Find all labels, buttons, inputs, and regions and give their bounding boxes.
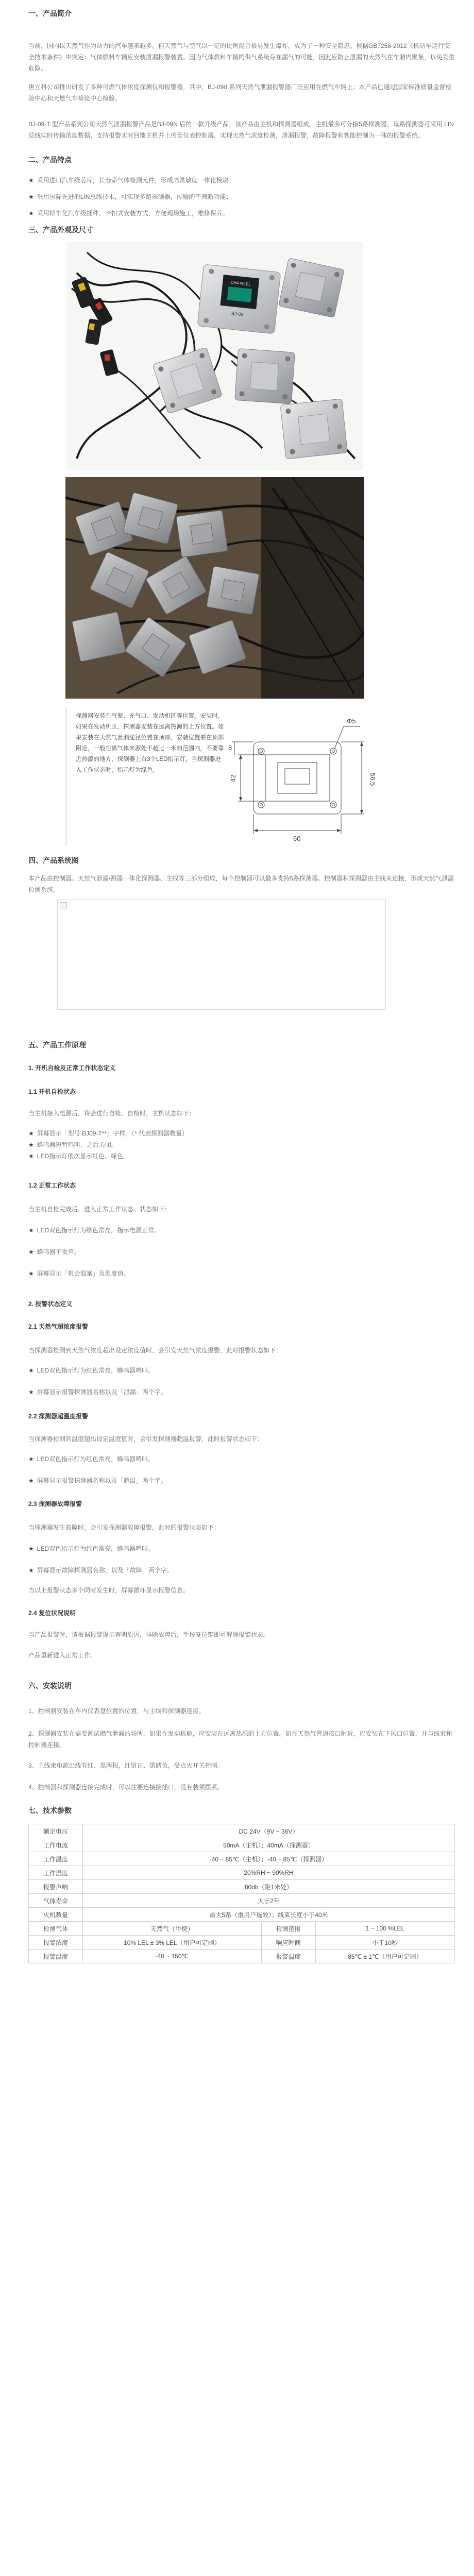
s1-2-item: ★ LED双色指示灯为绿色常亮，指示电源正常。 bbox=[28, 1227, 161, 1234]
device-display-label: CH4 %LEL bbox=[230, 280, 251, 287]
s2-4-note: 产品重新进入正常工作。 bbox=[28, 1652, 97, 1659]
s2-3-item: ★ LED双色指示灯为红色常亮，蜂鸣器鸣叫。 bbox=[28, 1545, 155, 1552]
star-icon: ★ bbox=[28, 1567, 34, 1574]
section6-title: 六、安装说明 bbox=[28, 1682, 72, 1690]
dim-offset: 8 bbox=[228, 744, 232, 752]
table-row: 检测气体 天然气（甲烷） 检测范围 1 ~ 100 %LEL bbox=[29, 1922, 455, 1936]
dim-inner-height: 42 bbox=[229, 774, 237, 782]
s1-2-para: 当主机自检完成后，进入正常工作状态。状态如下： bbox=[28, 1206, 171, 1213]
star-icon: ★ bbox=[28, 1270, 34, 1277]
feature-item: ★ 采用轿车化汽车级插件，卡扣式安装方式，方便现场施工，维修保养。 bbox=[28, 210, 229, 217]
table-row: 火机数量 最大5路（重用户选效）；线束长度小于40米 bbox=[29, 1908, 455, 1922]
feature-item: ★ 采用进口汽车级芯片，长寿命气体检测元件，形成高灵敏度一体化模块； bbox=[28, 177, 235, 184]
spec-table bbox=[28, 1824, 455, 1963]
star-icon: ★ bbox=[28, 1141, 34, 1148]
device-brand: BJ-09 bbox=[231, 311, 244, 317]
product-photo-devices bbox=[66, 242, 363, 470]
section1-para1: 当前，国内以天然气作为动力的汽车越来越多。但天然气与空气以一定的比例混合极易发生爆炸，成为了一种安全隐患。根据GB7258-2012《机动车运行安全技术条件》中规定：气体燃料车辆应安装泄漏报警装置。因为气体燃料车辆的供气系统存在漏气的可能，因此应防止泄漏的天然气在车厢内聚集，以免发生危险。 bbox=[28, 42, 455, 72]
s2-title: 2. 报警状态定义 bbox=[28, 1300, 73, 1308]
star-icon: ★ bbox=[28, 1367, 34, 1374]
dimension-drawing bbox=[225, 711, 380, 850]
star-icon: ★ bbox=[28, 1130, 34, 1137]
s2-3-para: 当探测器发生故障时，会引发探测器故障报警，此时的报警状态如下： bbox=[28, 1524, 221, 1531]
broken-image-icon bbox=[60, 902, 67, 909]
section7-title: 七、技术参数 bbox=[28, 1806, 72, 1815]
star-icon: ★ bbox=[28, 1227, 34, 1234]
product-photo-pile bbox=[65, 477, 364, 699]
feature-item: ★ 采用国际先进的LIN总线技术，可实现多路探测器，传输的不间断功能； bbox=[28, 193, 232, 200]
s2-2-item: ★ LED双色指示灯为红色常亮，蜂鸣器鸣叫。 bbox=[28, 1455, 155, 1463]
s1-1-para: 当主机接入电源后，将会进行自检。自检时，主机状态如下： bbox=[28, 1110, 196, 1117]
section2-title: 二、产品特点 bbox=[28, 156, 72, 164]
star-icon: ★ bbox=[28, 1388, 34, 1396]
s2-2-para: 当探测器检测到温度超出设定温度值时，会引发探测器超温报警，此时报警状态如下： bbox=[28, 1435, 264, 1443]
s1-1-title: 1.1 开机自检状态 bbox=[28, 1088, 76, 1095]
s2-1-title: 2.1 天然气超浓度报警 bbox=[28, 1323, 89, 1330]
s1-2-item: ★ 屏幕显示「机会温案」及温度值。 bbox=[28, 1270, 130, 1277]
install-item: 1、控制器安装在车内仪表盘位置的位置，与主线和探测器连接。 bbox=[28, 1707, 205, 1715]
table-row: 报警浓度 10% LEL ± 3% LEL（用户可定制） 响应时间 小于10秒 bbox=[29, 1936, 455, 1950]
table-row: 工作湿度 20%RH ~ 90%RH bbox=[29, 1866, 455, 1880]
table-row: 报警声响 80db（距1米处） bbox=[29, 1880, 455, 1894]
s2-4-para: 当产品报警时，请根据报警提示查明原因，排除故障后，手按复位键即可解除报警状态。 bbox=[28, 1631, 270, 1638]
system-diagram-image bbox=[57, 900, 386, 1010]
star-icon: ★ bbox=[28, 210, 34, 217]
s2-3-title: 2.3 探测器故障报警 bbox=[28, 1500, 82, 1507]
star-icon: ★ bbox=[28, 1477, 34, 1484]
s2-3-note: 当以上报警状态多个同时发生时，屏幕循环显示报警信息。 bbox=[28, 1587, 190, 1594]
s1-2-title: 1.2 正常工作状态 bbox=[28, 1182, 76, 1189]
install-item: 2、探测器安装在需要测试燃气泄漏的场所，如果在发动机舱，应安装在远离热源的上方位置。如在天然气管道接口附近，应安装在下风口位置，并与线束和控制器连接。 bbox=[28, 1730, 452, 1749]
table-row: 报警温度 -40 ~ 150℃ 报警温度 85℃ ± 1℃（用户可定制） bbox=[29, 1950, 455, 1963]
star-icon: ★ bbox=[28, 193, 34, 200]
install-item: 3、主线束电源出线有红、黑两根，红留正、黑储负，受点火开关控制。 bbox=[28, 1762, 224, 1769]
s1-2-item: ★ 蜂鸣器不发声。 bbox=[28, 1248, 80, 1256]
table-row: 气体寿命 大于2年 bbox=[29, 1894, 455, 1908]
star-icon: ★ bbox=[28, 1545, 34, 1552]
dim-hole-diameter: Φ5 bbox=[347, 717, 356, 725]
s2-4-title: 2.4 复位状况说明 bbox=[28, 1609, 76, 1617]
section1-title: 一、产品简介 bbox=[28, 9, 72, 18]
s2-1-item: ★ LED双色指示灯为红色常亮，蜂鸣器鸣叫。 bbox=[28, 1367, 155, 1374]
install-item: 4、控制器和探测器连接完成时，可以往要连接接插口，没有装须摆紧。 bbox=[28, 1784, 224, 1791]
s2-1-item: ★ 屏幕显示报警探测器名称以及「泄漏」两个字。 bbox=[28, 1388, 167, 1396]
s2-1-para: 当探测器检测到天然气浓度超出设定浓度值时，会引发天然气浓度报警，此时报警状态如下： bbox=[28, 1347, 282, 1354]
drawing-caption-box bbox=[65, 707, 235, 846]
section4-para: 本产品由控制器、天然气泄漏/测器一体化探测器、主线等三部分组成，每个控制器可以最多支持5路探测器。控制器和探测器由主线来连接，形成天然气泄漏检测系统。 bbox=[28, 875, 454, 893]
s1-1-item: ★ 蜂鸣器短暂鸣叫，之后关闭。 bbox=[28, 1141, 117, 1148]
s2-3-item: ★ 屏幕显示故障探测器名称，以及「故障」两个字。 bbox=[28, 1567, 173, 1574]
dim-total-height: 56.5 bbox=[369, 773, 377, 786]
s1-title: 1. 开机自检及正常工作状态定义 bbox=[28, 1064, 116, 1072]
star-icon: ★ bbox=[28, 1248, 34, 1256]
table-row: 工作温度 -40 ~ 85℃（主机）；-40 ~ 85℃（探测器） bbox=[29, 1852, 455, 1866]
section5-title: 五、产品工作原理 bbox=[28, 1041, 86, 1049]
s2-2-title: 2.2 探测器超温度报警 bbox=[28, 1413, 89, 1420]
dim-total-width: 60 bbox=[293, 835, 301, 842]
section1-para2: 唐立科公司推出研发了多种可燃气体浓度探测仪和报警器，其中，BJ-09II 系列天然气泄漏报警器广泛应用在燃气车辆上；本产品已通过国家标准质量监督检验中心和天燃气车检验中心检验。 bbox=[28, 83, 452, 102]
star-icon: ★ bbox=[28, 177, 34, 184]
s1-1-item: ★ 屏幕显示「型号 BJ09-T**」字样。（* 代表探测器数量） bbox=[28, 1130, 189, 1137]
s1-1-item: ★ LED指示灯依次显示红色、绿色。 bbox=[28, 1153, 130, 1160]
s2-2-item: ★ 屏幕显示报警探测器名称以及「超温」两个字。 bbox=[28, 1477, 167, 1484]
section3-title: 三、产品外观及尺寸 bbox=[28, 226, 93, 234]
drawing-caption: 探测器安装在气瓶、充气口、发动机区等位置。安装时，如果在发动机区，探测器安装在远离热源的上方位置。如果安装在天然气泄漏途径位置在顶部，安装位置要在顶部附近，一般在离气体来源处不超过一米的范围内，不要靠近热源的地方，探测器上有3个LED指示灯，当探测器进入工作状态时，指示灯为绿色。 bbox=[76, 713, 224, 773]
section4-title: 四、产品系统图 bbox=[28, 856, 79, 865]
table-row: 工作电流 50mA（主机）；40mA（探测器） bbox=[29, 1838, 455, 1852]
star-icon: ★ bbox=[28, 1455, 34, 1463]
table-row: 额定电压 DC 24V（9V ~ 36V） bbox=[29, 1824, 455, 1838]
star-icon: ★ bbox=[28, 1153, 34, 1160]
section1-para3: BJ-09-T 型产品系列公司天然气泄漏报警产品是BJ-09N 后的一款升级产品，该产品由主机和探测器组成。主机最多可分接5路探测器，每路探测器可采用 LIN 总线实时传输浓度数据，支持报警实时回馈主机并上传至仪表控制器，实现天然气浓度检测，泄漏报警，故障报警和智能控制为一体的报警系统。 bbox=[28, 121, 454, 139]
